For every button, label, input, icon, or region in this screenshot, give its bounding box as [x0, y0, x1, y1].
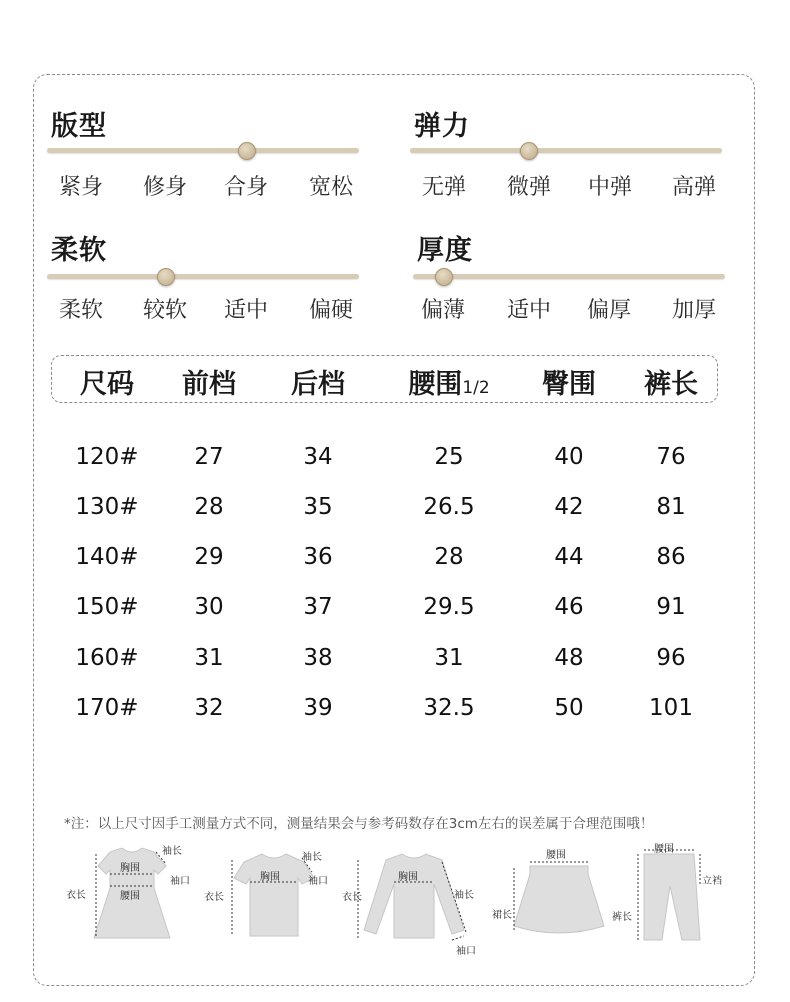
label-waist: 腰围	[120, 891, 140, 902]
thickness-attribute	[413, 228, 725, 328]
level-label: 加厚	[671, 298, 716, 323]
cell-hip: 40	[554, 444, 584, 470]
attribute-title: 版型	[51, 111, 107, 142]
fit-slider-track	[47, 148, 359, 153]
level-label: 偏薄	[420, 298, 465, 323]
cell-waist: 29.5	[423, 594, 475, 620]
sweater-diagram	[340, 840, 500, 960]
fit-slider-knob	[238, 142, 256, 160]
cell-size: 160#	[75, 645, 139, 671]
cell-hip: 50	[554, 695, 584, 721]
skirt-diagram	[490, 840, 620, 950]
dress-diagram	[62, 840, 202, 950]
level-label: 宽松	[308, 175, 353, 200]
level-label: 合身	[223, 175, 268, 200]
header-hip: 臀围	[542, 369, 596, 400]
measurement-note: *注：以上尺寸因手工测量方式不同，测量结果会与参考码数存在3cm左右的误差属于合理范围哦！	[64, 816, 654, 832]
softness-attribute	[47, 228, 359, 328]
tshirt-diagram	[204, 840, 344, 950]
cell-back-rise: 36	[303, 544, 333, 570]
label-chest: 胸围	[120, 863, 140, 874]
cell-hip: 44	[554, 544, 584, 570]
cell-size: 150#	[75, 594, 139, 620]
softness-slider-track	[47, 274, 359, 279]
thickness-slider-track	[413, 274, 725, 279]
level-label: 无弹	[421, 175, 466, 200]
elasticity-slider-track	[410, 148, 722, 153]
header-size: 尺码	[80, 369, 134, 400]
header-waist	[379, 362, 519, 401]
level-label: 高弹	[671, 175, 716, 200]
cell-size: 120#	[75, 444, 139, 470]
level-label: 较软	[142, 298, 187, 323]
label-chest: 胸围	[260, 872, 280, 883]
label-sleeve-length: 袖长	[302, 852, 322, 863]
elasticity-slider-knob	[520, 142, 538, 160]
label-length: 衣长	[66, 890, 86, 901]
level-label: 中弹	[587, 175, 632, 200]
cell-pants-length: 81	[656, 494, 686, 520]
cell-pants-length: 96	[656, 645, 686, 671]
label-sleeve-length: 袖长	[454, 890, 474, 901]
cell-front-rise: 28	[194, 494, 224, 520]
attribute-title: 柔软	[51, 235, 107, 266]
label-sleeve-length: 袖长	[162, 846, 182, 857]
level-label: 偏厚	[586, 298, 631, 323]
header-waist-suffix: 1/2	[462, 378, 490, 398]
cell-hip: 42	[554, 494, 584, 520]
header-pants-length: 裤长	[644, 369, 698, 400]
cell-back-rise: 34	[303, 444, 333, 470]
level-label: 适中	[506, 298, 551, 323]
softness-slider-knob	[157, 268, 175, 286]
cell-front-rise: 32	[194, 695, 224, 721]
level-label: 修身	[142, 175, 187, 200]
label-cuff: 袖口	[308, 876, 328, 887]
cell-front-rise: 29	[194, 544, 224, 570]
cell-size: 130#	[75, 494, 139, 520]
cell-front-rise: 27	[194, 444, 224, 470]
label-length: 衣长	[342, 892, 362, 903]
cell-pants-length: 86	[656, 544, 686, 570]
cell-hip: 48	[554, 645, 584, 671]
elasticity-attribute	[410, 104, 722, 204]
label-length: 衣长	[204, 892, 224, 903]
cell-back-rise: 38	[303, 645, 333, 671]
level-label: 柔软	[58, 298, 103, 323]
label-cuff: 袖口	[170, 876, 190, 887]
thickness-slider-knob	[435, 268, 453, 286]
fit-attribute	[47, 104, 359, 204]
attribute-title: 弹力	[414, 111, 470, 142]
cell-back-rise: 35	[303, 494, 333, 520]
cell-waist: 26.5	[423, 494, 475, 520]
cell-back-rise: 39	[303, 695, 333, 721]
cell-back-rise: 37	[303, 594, 333, 620]
cell-waist: 31	[434, 645, 464, 671]
label-cuff: 袖口	[456, 946, 476, 957]
header-back-rise: 后档	[291, 369, 345, 400]
pants-diagram	[610, 840, 735, 955]
cell-waist: 25	[434, 444, 464, 470]
level-label: 适中	[223, 298, 268, 323]
label-waist: 腰围	[654, 844, 674, 855]
cell-size: 140#	[75, 544, 139, 570]
level-label: 偏硬	[308, 298, 353, 323]
cell-front-rise: 30	[194, 594, 224, 620]
label-chest: 胸围	[398, 872, 418, 883]
cell-pants-length: 76	[656, 444, 686, 470]
cell-waist: 32.5	[423, 695, 475, 721]
level-label: 紧身	[58, 175, 103, 200]
level-label: 微弹	[506, 175, 551, 200]
cell-size: 170#	[75, 695, 139, 721]
label-length: 裤长	[612, 912, 632, 923]
cell-pants-length: 91	[656, 594, 686, 620]
cell-front-rise: 31	[194, 645, 224, 671]
cell-hip: 46	[554, 594, 584, 620]
cell-pants-length: 101	[649, 695, 693, 721]
label-length: 裙长	[492, 910, 512, 921]
label-waist: 腰围	[546, 850, 566, 861]
cell-waist: 28	[434, 544, 464, 570]
label-rise: 立裆	[702, 876, 722, 887]
header-waist-label: 腰围	[408, 369, 463, 400]
header-front-rise: 前档	[182, 369, 236, 400]
attribute-title: 厚度	[417, 235, 473, 266]
